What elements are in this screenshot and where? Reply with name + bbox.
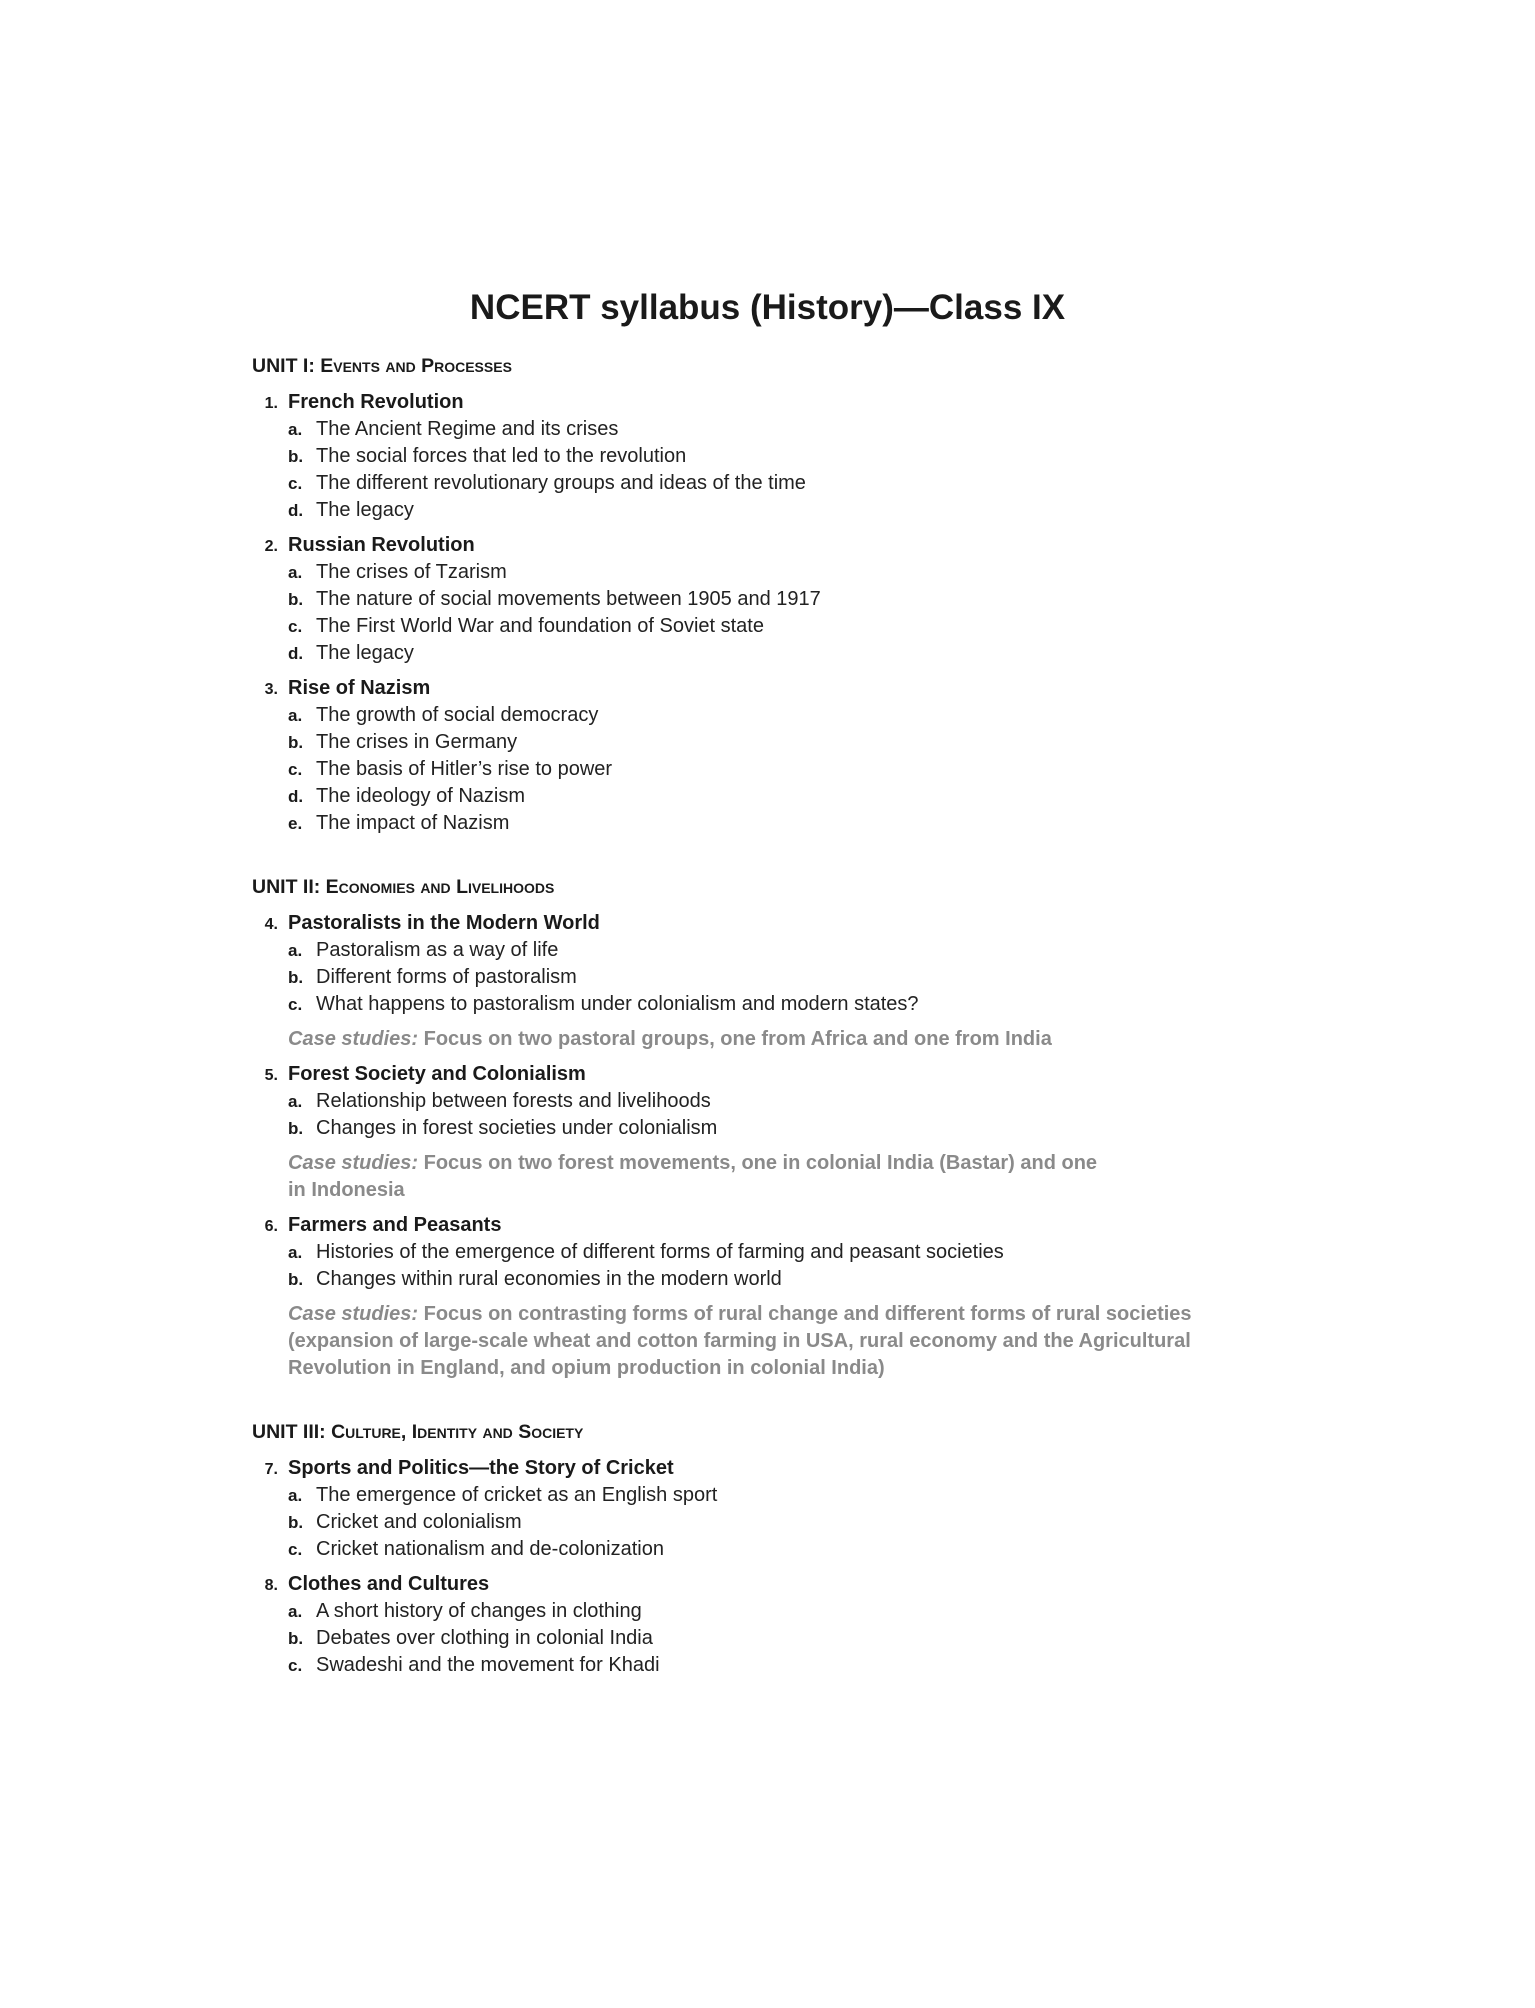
topic-text: Pastoralism as a way of life: [316, 939, 559, 961]
topic-list: [252, 702, 1312, 837]
topic-letter: b.: [288, 968, 304, 987]
chapter-title: Forest Society and Colonialism: [288, 1063, 586, 1085]
topic-item: [252, 756, 1312, 783]
chapter-number: 1.: [264, 395, 278, 412]
chapter-title: Russian Revolution: [288, 534, 475, 556]
topic-letter: b.: [288, 1270, 304, 1289]
topic-item: [252, 729, 1312, 756]
topic-letter: a.: [288, 1486, 303, 1505]
case-studies-text: Revolution in England, and opium production in colonial India): [288, 1357, 885, 1379]
unit-heading: [252, 351, 1312, 389]
topic-item: [252, 1652, 1312, 1679]
topic-item: [252, 783, 1312, 810]
unit-heading: [252, 1417, 1312, 1455]
topic-letter: c.: [288, 1656, 303, 1675]
syllabus-content: [252, 351, 1312, 1687]
unit-name: Events and Processes: [320, 355, 512, 377]
case-studies-line: [288, 1177, 1328, 1204]
topic-letter: d.: [288, 644, 304, 663]
chapter-title: Sports and Politics—the Story of Cricket: [288, 1457, 674, 1479]
unit-heading: [252, 872, 1312, 910]
page-title: NCERT syllabus (History)—Class IX: [469, 288, 1066, 327]
topic-letter: a.: [288, 420, 303, 439]
topic-text: The basis of Hitler’s rise to power: [316, 758, 613, 780]
topic-item: [252, 559, 1312, 586]
unit-prefix: UNIT II:: [252, 876, 326, 898]
topic-item: [252, 937, 1312, 964]
topic-list: [252, 1239, 1312, 1293]
topic-text: Different forms of pastoralism: [316, 966, 577, 988]
topic-letter: d.: [288, 501, 304, 520]
topic-text: What happens to pastoralism under colonialism and modern states?: [316, 993, 919, 1015]
case-studies-line: [288, 1355, 1328, 1382]
topic-letter: a.: [288, 1243, 303, 1262]
chapter-heading: [252, 1455, 1312, 1482]
topic-item: [252, 640, 1312, 667]
topic-text: The growth of social democracy: [316, 704, 599, 726]
case-studies-text: Focus on contrasting forms of rural change and different forms of rural societies: [423, 1303, 1192, 1325]
topic-text: The crises of Tzarism: [316, 561, 507, 583]
chapter-number: 3.: [264, 681, 278, 698]
topic-item: [252, 964, 1312, 991]
chapter-number: 7.: [264, 1461, 278, 1478]
topic-list: [252, 1088, 1312, 1142]
topic-letter: d.: [288, 787, 304, 806]
topic-letter: b.: [288, 590, 304, 609]
topic-list: [252, 416, 1312, 524]
topic-text: The crises in Germany: [316, 731, 518, 753]
topic-text: The First World War and foundation of Soviet state: [316, 615, 764, 637]
topic-text: Swadeshi and the movement for Khadi: [316, 1654, 660, 1676]
topic-text: Relationship between forests and livelihoods: [316, 1090, 711, 1112]
topic-letter: b.: [288, 733, 304, 752]
chapter-heading: [252, 1212, 1312, 1239]
topic-text: The different revolutionary groups and ideas of the time: [316, 472, 806, 494]
topic-letter: b.: [288, 447, 304, 466]
case-studies-line: [288, 1150, 1328, 1177]
topic-item: [252, 470, 1312, 497]
case-studies-text: Focus on two forest movements, one in colonial India (Bastar) and one: [423, 1152, 1098, 1174]
topic-text: The legacy: [316, 642, 414, 664]
topic-letter: a.: [288, 1602, 303, 1621]
topic-letter: e.: [288, 814, 303, 833]
chapter-section: [252, 675, 1312, 837]
topic-list: [252, 559, 1312, 667]
topic-text: The Ancient Regime and its crises: [316, 418, 619, 440]
topic-letter: a.: [288, 706, 303, 725]
topic-text: Cricket and colonialism: [316, 1511, 522, 1533]
chapter-title: French Revolution: [288, 391, 464, 413]
chapter-number: 6.: [264, 1218, 278, 1235]
topic-letter: b.: [288, 1629, 304, 1648]
chapter-section: [252, 910, 1312, 1053]
chapter-title: Clothes and Cultures: [288, 1573, 490, 1595]
chapter-title: Pastoralists in the Modern World: [288, 912, 600, 934]
case-studies-note: [252, 1026, 1328, 1053]
topic-item: [252, 991, 1312, 1018]
topic-letter: a.: [288, 1092, 303, 1111]
topic-item: [252, 1115, 1312, 1142]
chapter-heading: [252, 675, 1312, 702]
case-studies-text: (expansion of large-scale wheat and cotton farming in USA, rural economy and the Agricultural: [288, 1330, 1191, 1352]
topic-text: The legacy: [316, 499, 414, 521]
chapter-number: 5.: [264, 1067, 278, 1084]
topic-letter: a.: [288, 941, 303, 960]
chapter-heading: [252, 1061, 1312, 1088]
chapter-section: [252, 532, 1312, 667]
chapter-heading: [252, 1571, 1312, 1598]
chapter-heading: [252, 910, 1312, 937]
case-studies-note: [252, 1150, 1328, 1204]
topic-item: [252, 810, 1312, 837]
topic-text: The social forces that led to the revolution: [316, 445, 687, 467]
topic-item: [252, 1239, 1312, 1266]
chapter-section: [252, 1455, 1312, 1563]
topic-item: [252, 1536, 1312, 1563]
topic-letter: a.: [288, 563, 303, 582]
topic-list: [252, 1482, 1312, 1563]
topic-text: Changes within rural economies in the modern world: [316, 1268, 782, 1290]
unit-spacer: [252, 1390, 1312, 1417]
topic-text: The ideology of Nazism: [316, 785, 525, 807]
topic-text: A short history of changes in clothing: [316, 1600, 642, 1622]
chapter-heading: [252, 532, 1312, 559]
topic-item: [252, 1509, 1312, 1536]
topic-letter: c.: [288, 760, 303, 779]
topic-text: The nature of social movements between 1905 and 1917: [316, 588, 821, 610]
topic-item: [252, 497, 1312, 524]
topic-letter: b.: [288, 1119, 304, 1138]
chapter-number: 4.: [264, 916, 278, 933]
topic-letter: c.: [288, 617, 303, 636]
chapter-heading: [252, 389, 1312, 416]
topic-item: [252, 586, 1312, 613]
case-studies-note: [252, 1301, 1328, 1382]
topic-item: [252, 416, 1312, 443]
topic-item: [252, 702, 1312, 729]
case-studies-line: [288, 1026, 1328, 1053]
topic-item: [252, 1625, 1312, 1652]
topic-text: Changes in forest societies under colonialism: [316, 1117, 718, 1139]
chapter-title: Rise of Nazism: [288, 677, 431, 699]
case-studies-line: [288, 1301, 1328, 1328]
unit-name: Culture, Identity and Society: [331, 1421, 584, 1443]
case-studies-line: [288, 1328, 1328, 1355]
case-studies-label: Case studies:: [288, 1028, 419, 1050]
unit-prefix: UNIT III:: [252, 1421, 332, 1443]
chapter-section: [252, 1212, 1312, 1382]
topic-item: [252, 1266, 1312, 1293]
case-studies-text: in Indonesia: [288, 1179, 405, 1201]
topic-text: The impact of Nazism: [316, 812, 510, 834]
topic-item: [252, 1088, 1312, 1115]
chapter-number: 8.: [264, 1577, 278, 1594]
chapter-section: [252, 389, 1312, 524]
topic-letter: c.: [288, 995, 303, 1014]
topic-letter: b.: [288, 1513, 304, 1532]
chapter-section: [252, 1061, 1312, 1204]
topic-list: [252, 937, 1312, 1018]
chapter-title: Farmers and Peasants: [288, 1214, 502, 1236]
topic-item: [252, 1482, 1312, 1509]
case-studies-text: Focus on two pastoral groups, one from Africa and one from India: [423, 1028, 1052, 1050]
unit-spacer: [252, 845, 1312, 872]
chapter-number: 2.: [264, 538, 278, 555]
topic-text: The emergence of cricket as an English sport: [316, 1484, 718, 1506]
topic-list: [252, 1598, 1312, 1679]
topic-item: [252, 613, 1312, 640]
topic-text: Cricket nationalism and de-colonization: [316, 1538, 664, 1560]
unit-prefix: UNIT I:: [252, 355, 321, 377]
case-studies-label: Case studies:: [288, 1303, 419, 1325]
topic-letter: c.: [288, 1540, 303, 1559]
case-studies-label: Case studies:: [288, 1152, 419, 1174]
topic-text: Histories of the emergence of different forms of farming and peasant societies: [316, 1241, 1004, 1263]
topic-letter: c.: [288, 474, 303, 493]
chapter-section: [252, 1571, 1312, 1679]
unit-name: Economies and Livelihoods: [325, 876, 555, 898]
topic-text: Debates over clothing in colonial India: [316, 1627, 653, 1649]
topic-item: [252, 1598, 1312, 1625]
topic-item: [252, 443, 1312, 470]
